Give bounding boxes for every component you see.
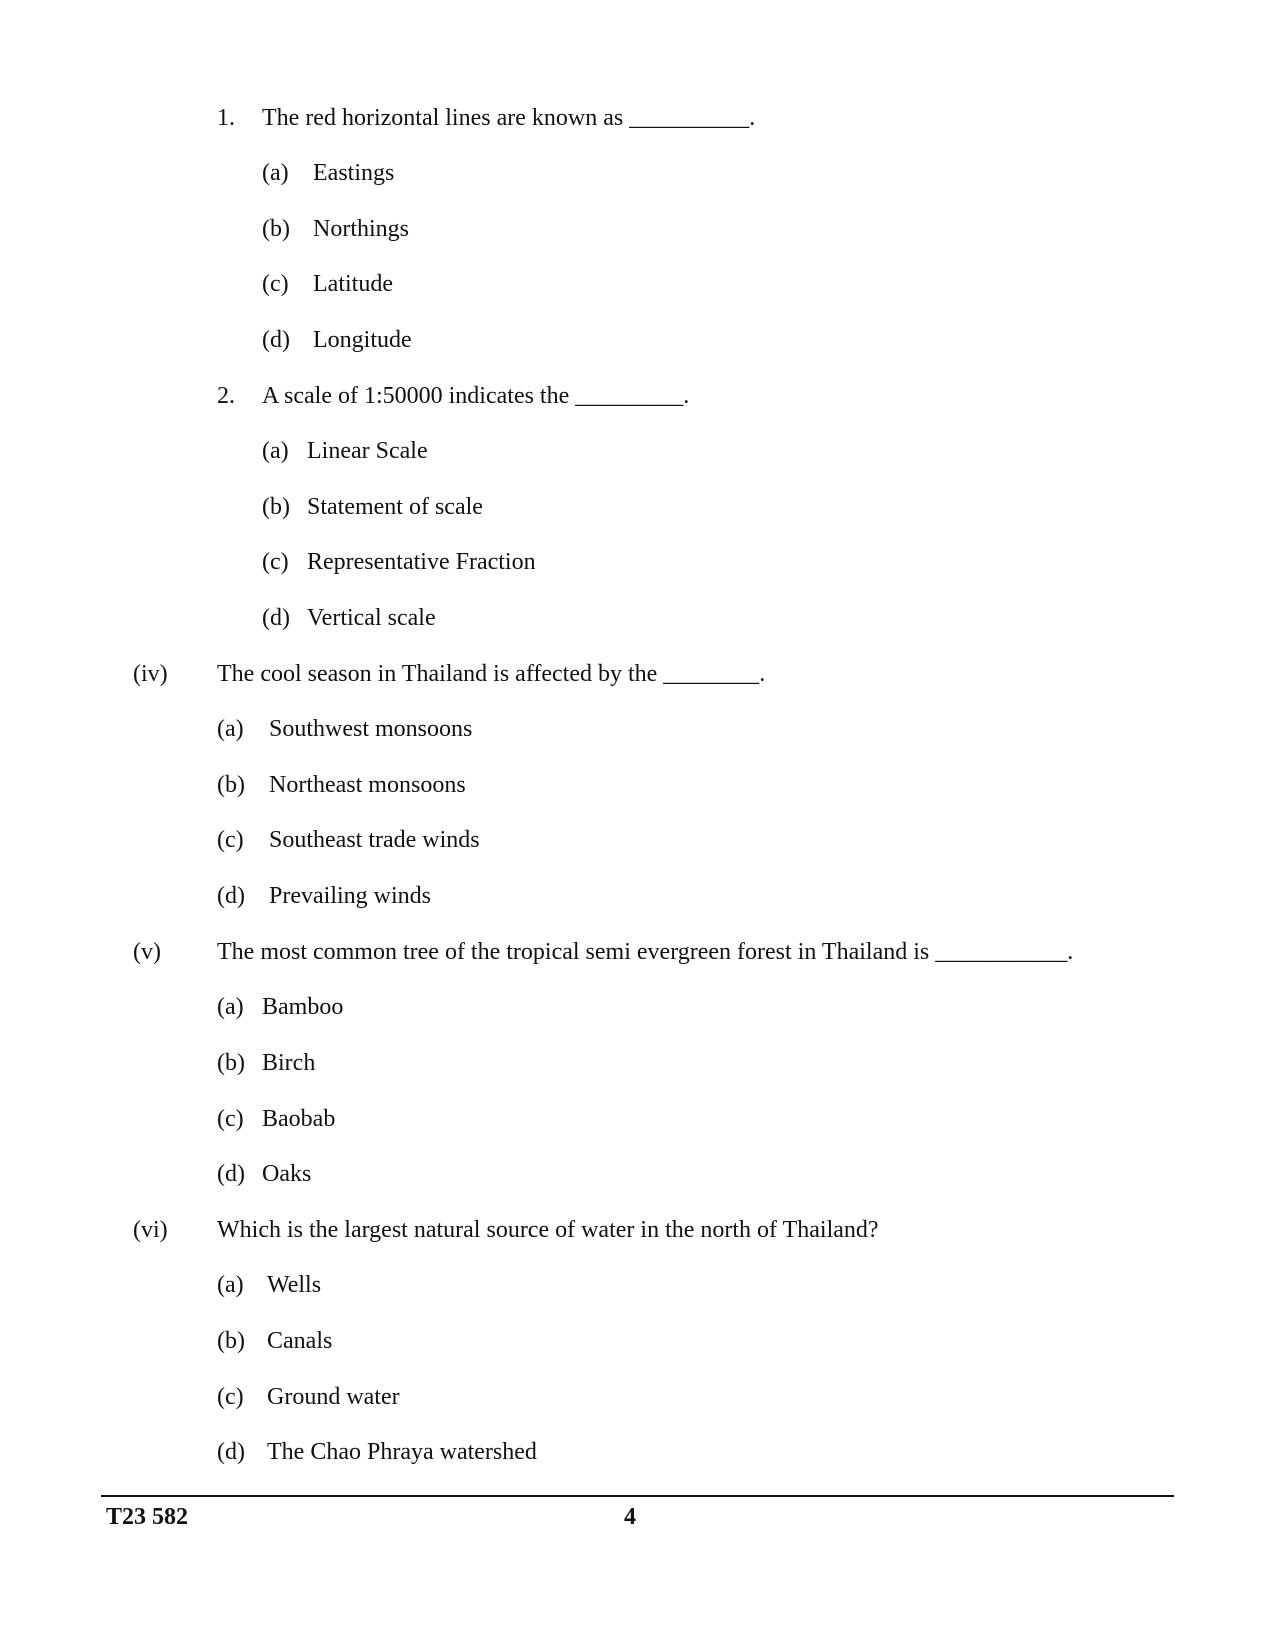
- option-text: Oaks: [262, 1161, 312, 1187]
- option-label: (c): [262, 549, 289, 575]
- option-label: (b): [217, 1328, 245, 1354]
- option-label: (d): [262, 327, 290, 353]
- paper-code: T23 582: [106, 1504, 189, 1530]
- option-label: (c): [262, 271, 289, 297]
- option-label: (c): [217, 1384, 244, 1410]
- option-label: (a): [217, 1272, 244, 1298]
- question-number: (iv): [133, 661, 168, 687]
- option-label: (a): [217, 994, 244, 1020]
- option-label: (d): [217, 1161, 245, 1187]
- option-label: (b): [262, 494, 290, 520]
- question-number: 1.: [217, 105, 235, 131]
- option-label: (d): [262, 605, 290, 631]
- option-text: Northings: [313, 216, 409, 242]
- option-text: Bamboo: [262, 994, 344, 1020]
- question-text: The cool season in Thailand is affected by the ________.: [217, 661, 766, 687]
- option-label: (a): [262, 160, 289, 186]
- option-text: Linear Scale: [307, 438, 428, 464]
- page-number: 4: [624, 1504, 636, 1530]
- option-text: Vertical scale: [307, 605, 436, 631]
- question-number: (v): [133, 939, 161, 965]
- footer-divider: [101, 1495, 1174, 1497]
- option-label: (b): [217, 1050, 245, 1076]
- question-number: (vi): [133, 1217, 168, 1243]
- option-text: Wells: [267, 1272, 322, 1298]
- option-text: Ground water: [267, 1384, 400, 1410]
- option-text: Canals: [267, 1328, 333, 1354]
- option-text: Representative Fraction: [307, 549, 536, 575]
- option-text: Prevailing winds: [269, 883, 431, 909]
- option-label: (d): [217, 883, 245, 909]
- option-label: (d): [217, 1439, 245, 1465]
- option-text: Eastings: [313, 160, 395, 186]
- question-text: A scale of 1:50000 indicates the _________.: [262, 383, 690, 409]
- option-text: Latitude: [313, 271, 393, 297]
- option-label: (c): [217, 827, 244, 853]
- option-label: (b): [262, 216, 290, 242]
- question-number: 2.: [217, 383, 235, 409]
- option-label: (a): [217, 716, 244, 742]
- option-label: (c): [217, 1106, 244, 1132]
- option-text: Southwest monsoons: [269, 716, 473, 742]
- question-text: The red horizontal lines are known as __________.: [262, 105, 756, 131]
- option-label: (b): [217, 772, 245, 798]
- option-text: Longitude: [313, 327, 412, 353]
- question-text: The most common tree of the tropical semi evergreen forest in Thailand is ___________.: [217, 939, 1074, 965]
- option-text: Birch: [262, 1050, 316, 1076]
- option-label: (a): [262, 438, 289, 464]
- question-text: Which is the largest natural source of water in the north of Thailand?: [217, 1217, 879, 1243]
- option-text: Statement of scale: [307, 494, 483, 520]
- option-text: Baobab: [262, 1106, 336, 1132]
- option-text: Northeast monsoons: [269, 772, 466, 798]
- option-text: The Chao Phraya watershed: [267, 1439, 537, 1465]
- option-text: Southeast trade winds: [269, 827, 480, 853]
